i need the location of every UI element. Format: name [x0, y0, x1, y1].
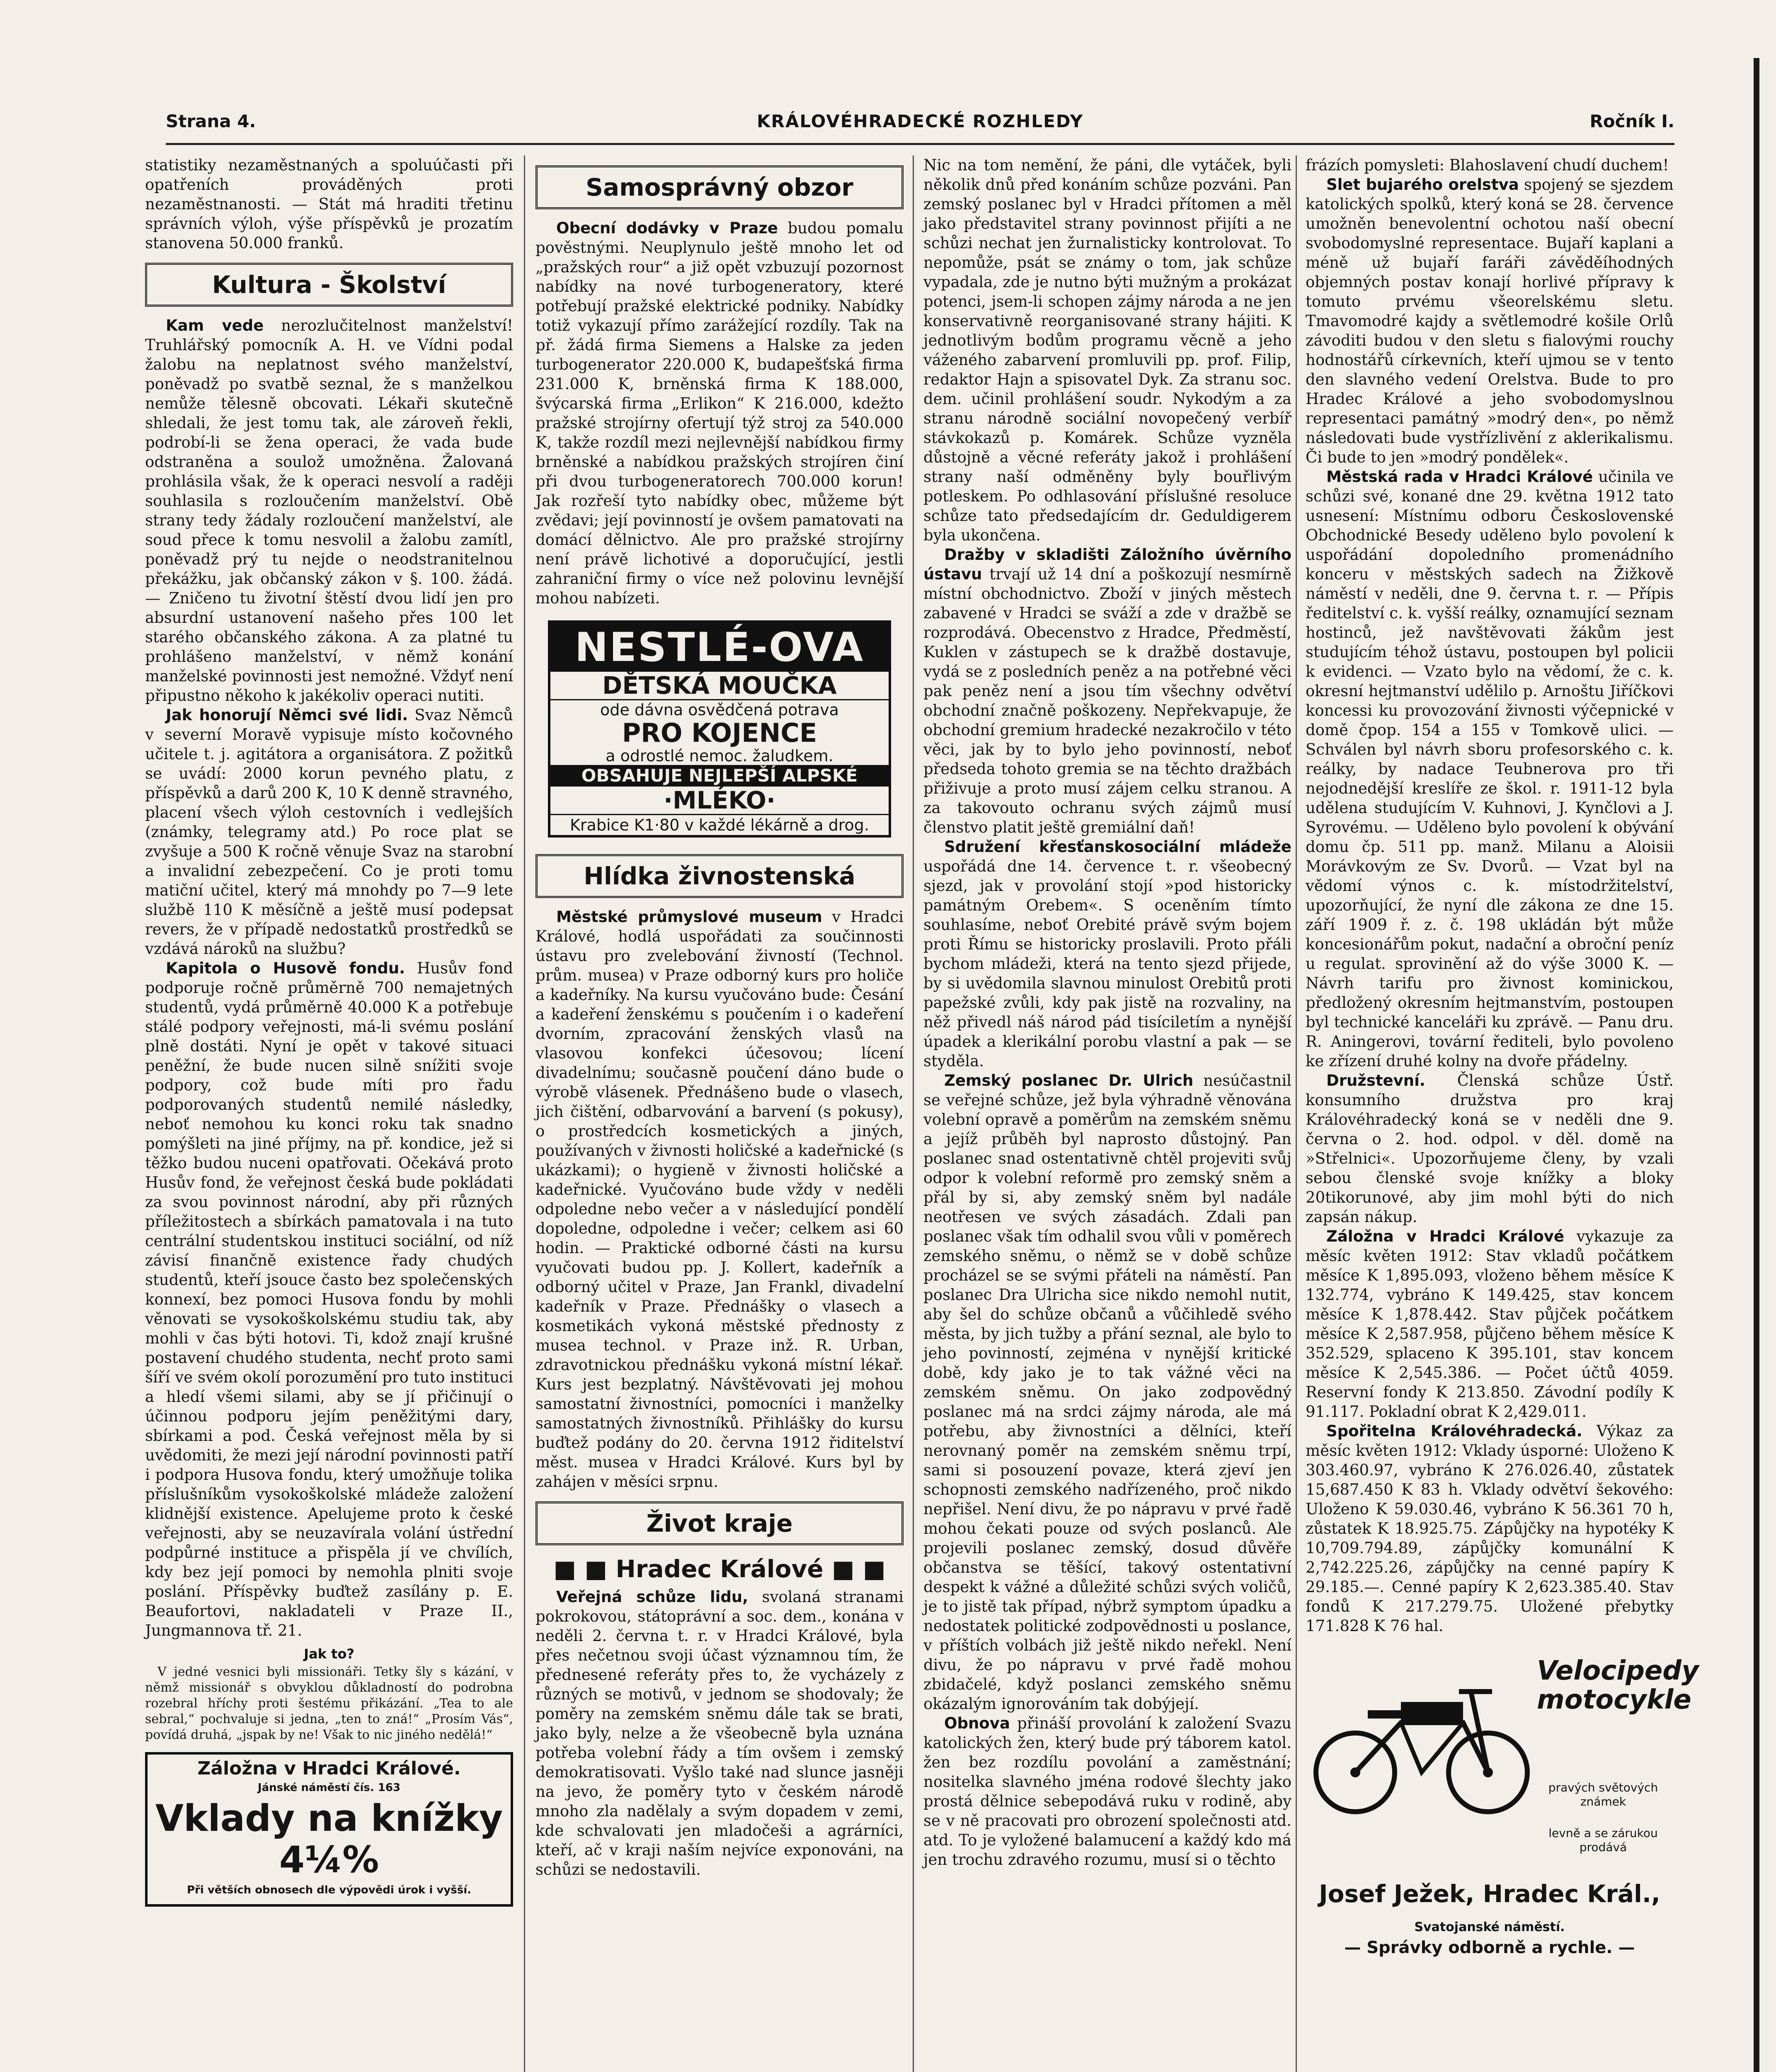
ad-velo-title: Velocipedy motocykle: [1537, 1656, 1699, 1715]
article-zalozna-report: [1306, 1227, 1674, 1421]
article-head: Obnova: [944, 1714, 1010, 1732]
article-head: Kam vede: [166, 317, 264, 334]
ad-nestle-price: Krabice K1·80 v každé lékárně a drog.: [550, 814, 889, 835]
article-head: Městská rada v Hradci Králové: [1326, 468, 1593, 486]
article-body: v Hradci Králové, hodlá uspořádati za součinnosti ústavu pro zvelebování živností (Technol. prům. musea) v Praze odborný kurs pro holiče a kadeřníky. Na kursu vyučováno bude: Česání a kadeření ženskému s poučením i o kadeření dvorním, zpracování ženských vlasů na vlasovou konfekci účesovou; lícení divadelnímu; současně poučení dáno bude o výrobě vlásenek. Přednášeno bude o vlasech, jich čištění, odbarvování a barvení (s pokusy), o prostředcích kosmetických a jiných, používaných v živnosti holičské a kadeřnické (s ukázkami); o hygieně v živnosti holičské a kadeřnické. Vyučováno bude vždy v neděli odpoledne nebo večer a v následující pondělí dopoledne, odpoledne i večer; celkem asi 60 hodin. — Praktické odborné části na kursu vyučovati budou pp. J. Kollert, kadeřník a odborný učitel v Praze, Jan Frankl, divadelní kadeřník v Praze. Přednášky o vlasech a kosmetikách vykoná městské přednosty z musea technol. v Praze inž. R. Urban, zdravotnickou přednášku vykoná místní lékař. Kurs jest bezplatný. Návštěvovati jej mohou samostatní živnostníci, pomocníci i manželky samostatných živnostníků. Přihlášky do kursu buďtež podány do 20. června 1912 řiditelství měst. musea v Hradci Králové. Kurs byl by zahájen v měsíci srpnu.: [535, 908, 904, 1491]
article-body: Svaz Němců v severní Moravě vypisuje místo kočovného učitele t. j. agitátora a organisátora. Z požitků se uvádí: 2000 korun pevného platu, z příspěvků a darů 200 K, 10 K denně stravného, placení všech výloh cestovních i vedlejších (známky, telegramy atd.) Po roce plat se zvyšuje a 500 K ročně věnuje Svaz na starobní a invalidní zebezpečení. Co je proti tomu matiční učitel, který má mnohdy po 7—9 lete službě 110 K měsíčně a ještě musí podepsat revers, že v případě nedostatků prostředků se vzdává nároků na službu?: [145, 706, 513, 958]
ad-nestle-line: ·MLÉKO·: [663, 786, 775, 814]
masthead-title: KRÁLOVÉHRADECKÉ ROZHLEDY: [757, 111, 1083, 131]
ad-nestle-line: a odrostlé nemoc. žaludkem.: [606, 747, 833, 765]
anecdote-text: V jedné vesnici byli missionáři. Tetky šly s kázání, v němž missionář s obvyklou důkladností do podrobna rozebral hříchy proti šestému přikázání. „Tea to ale sebral,“ pochvaluje si jedna, „ten to zná!“ „Prosím Vás“, povídá druhá, „jspak by ne! Však to nic jiného nedělá!“: [145, 1665, 513, 1742]
article-body: vykazuje za měsíc květen 1912: Stav vkladů počátkem měsíce K 1,895.093, vloženo během měsíce K 132.774, vybráno K 149.425, stav koncem měsíce K 1,878.442. Stav půjček počátkem měsíce K 2,587.958, půjčeno během měsíce K 352.529, splaceno K 395.101, stav koncem měsíce K 2,545.386. — Počet účtů 4059. Reservní fondy K 213.850. Závodní podíly K 91.117. Pokladní obrat K 2,429.011.: [1306, 1227, 1674, 1421]
column-divider: [524, 155, 525, 2072]
ad-velo-name: Josef Ježek, Hradec Král.,: [1319, 1880, 1660, 1908]
ad-zalozna: [145, 1752, 513, 1907]
ad-nestle-line: PRO KOJENCE: [622, 718, 817, 748]
article-head: Obecní dodávky v Praze: [556, 219, 778, 237]
article-auctions: [923, 545, 1291, 837]
article-head: Družstevní.: [1326, 1072, 1425, 1089]
column-3: [923, 155, 1291, 2072]
article-body: svolaná stranami pokrokovou, státoprávní a soc. dem., konána v neděli 2. června t. r. v Hradci Králové, byla přes nečetnou svoji účast významnou tím, že přednesené referáty přes to, že vycházely z různých se motivů, v jednom se shodovaly; že poměry na zemském sněmu dále tak se brati, jako byly, nelze a že všeobecně byla uznána potřeba volební řády a tím ovšem i zemský demokratisovati. Vyšlo také nad slunce jasněji na jevo, že poměry tyto v českém národě mnoho zla nadělaly a svým dopadem v zemi, kde schvalovati jen mladočeši a agrárníci, kteří, ač v kraji naším nejvíce exponováni, na schůzi se nedostavili.: [535, 1588, 904, 1878]
page-number: Strana 4.: [166, 111, 256, 131]
section-title-kultura: Kultura - Školství: [145, 263, 513, 307]
article-orel-rally: [1306, 175, 1674, 467]
article-obnova: [923, 1714, 1291, 1869]
article-museum-course: [535, 907, 904, 1491]
ad-velocipedy: [1306, 1652, 1699, 2000]
article-head: Kapitola o Husově fondu.: [166, 959, 405, 977]
ad-nestle-line: OBSAHUJE NEJLEPŠÍ ALPSKÉ: [550, 765, 889, 787]
article-head: Městské průmyslové museum: [556, 908, 822, 926]
article-hus-fund: [145, 959, 513, 1640]
page-header: [166, 111, 1674, 140]
article-head: Jak honorují Němci své lidi.: [166, 706, 408, 724]
article-body: spojený se sjezdem katolických spolků, který koná se 28. července umožněn benevolentní ochotou naší obecní svobodomyslné representace. Bujaří kaplani a méně už bujaří faráři závěděíhodných objemných postav konají horlivé přípravy k tomuto prvému všeorelskému sletu. Tmavomodré kajdy a světlemodré košile Orlů závoditi budou v den sletu s fialovými rouchy hodnostářů církevních, kteří ujmou se v tento den slavného vedení Orelstva. Bude to pro Hradec Králové a jeho svobodomyslnou representaci památný »modrý den«, po němž následovati bude vystřízlivění z aklerikalismu. Či bude to jen »modrý pondělek«.: [1306, 176, 1674, 466]
ad-nestle-product: DĚTSKÁ MOUČKA: [550, 672, 889, 700]
ad-velo-sub: pravých světových známek: [1548, 1781, 1658, 1808]
article-prague-supplies: [535, 218, 904, 608]
article-head: Veřejná schůze lidu,: [556, 1588, 749, 1606]
article-body: Členská schůze Ústř. konsumního družstva pro kraj Královéhradecký koná se v neděli dne 9. června o 2. hod. odpol. v děl. domě na »Střelnici«. Upozorňujeme členy, by vzali sebou členské svoje knížky a bloky 20tikorunové, aby jim mohl býti do nich zapsán nákup.: [1306, 1072, 1674, 1226]
article-cooperative: [1306, 1071, 1674, 1227]
ad-velo-address: Svatojanské náměstí.: [1414, 1920, 1565, 1934]
article-head: Slet bujarého orelstva: [1326, 176, 1519, 194]
header-rule: [166, 143, 1674, 145]
article-body: nesúčastnil se veřejné schůze, jež byla výhradně věnována volební opravě a poměrům na zemském sněmu a jejíž průběh byl naprosto důstojný. Pan poslanec snad ostentativně chtěl projeviti svůj odpor k volební reformě pro zemský sněm a přál by si, aby zemský sněm byl nadále neotřesen ve svých zásadách. Zdali pan poslanec však tím odhalil svou vůli v poměrech zemského sněmu, o němž se v době schůze procházel se se svými přáteli na náměstí. Pan poslanec Dra Ulricha sice nikdo nemohl nutit, aby šel do schůze občanů a vůčihledě svého města, by jich tužby a přání seznal, ale bylo to jeho povinností, zejména v nynější kritické době, kdy jako je to tak vážné věci na zemském sněmu. On jako zodpovědný poslanec má na srdci zájmy národa, ale má potřebu, aby živnostníci a dělníci, kteří nerovnaný poměr na zemském sněmu trpí, sami si posouzení povaze, která zjeví jen schopnosti zemského nadřízeného, proč nikdo nepřišel. Není divu, že po nápravu v prvé řadě mohou čekati pouze od svých poslanců. Ale projevili poslanec zemský, dosud důvěře občanstva se těšící, takový ostentativní despekt k vážné a důležité schůzi svých voličů, je to jistě tak případ, nýbrž symptom úpadku a nedostatek politické zodpovědnosti u poslance, v příštích volbách již ještě nikdo neřekl. Není divu, že po nápravu v prvé řadě mohou zbidačelé, když poslanci zemského sněmu okázalým ignorováním tak dobýjejí.: [923, 1072, 1291, 1713]
article-dr-ulrich: [923, 1071, 1291, 1714]
ad-nestle-brand: NESTLÉ-OVA: [550, 623, 889, 672]
article-body: přináší provolání k založení Svazu katolických žen, který bude prý táborem katol. žen bez rozdílu povolání a zaměstnání; nositelka slavného jména rodové šlechty jako prostá dělnice sebepodává ruku v rodině, aby se v ně pracovati pro obrození společnosti atd. atd. To je vyložené balamucení a každý kdo má jen trochu zdravého rozumu, musí si o těchto: [923, 1714, 1291, 1869]
article-head: Sdružení křesťanskosociální mládeže: [944, 838, 1291, 856]
article-continuation: frázích pomysleti: Blahoslavení chudí duchem!: [1306, 156, 1669, 174]
article-sporitelna-report: [1306, 1421, 1674, 1636]
anecdote: [145, 1646, 513, 1743]
article-city-council: [1306, 467, 1674, 1071]
article-youth-congress: [923, 837, 1291, 1071]
motorcycle-icon: [1306, 1652, 1538, 1818]
article-marriage: [145, 316, 513, 705]
column-1: [145, 155, 513, 2072]
ad-zalozna-address: Jánské náměstí čís. 163: [257, 1782, 401, 1794]
column-2: [535, 155, 904, 2072]
article-continuation: statistiky nezaměstnaných a spoluúčasti při opatřeních prováděných proti nezaměstnanosti. — Stát má hraditi třetinu správních výloh, výše příspěvků je prozatím stanovena 50.000 franků.: [145, 156, 513, 252]
ad-velo-sub2: levně a se zárukou prodává: [1548, 1826, 1658, 1854]
column-divider: [1296, 155, 1297, 2072]
article-german-teachers: [145, 705, 513, 959]
subsection-hradec: ■ ■ Hradec Králové ■ ■: [553, 1555, 886, 1583]
article-body: trvají už 14 dní a poškozují nesmírně místní obchodnictvo. Zboží v jiných městech zabavené v Hradci se sváží a zde v dražbě se rozprodává. Obecenstvo z Hradce, Předměstí, Kuklen v zástupech se k dražbě dostavuje, vydá se z posledních peněz a na potřebné věci pak peněz není a jsou tím všechny odvětví obchodní značně poškozeny. Nepřekvapuje, že obchodní gremium hradecké nezakročilo v této věci, jak by to bylo jeho povinností, neboť předseda tohoto gremia se na těchto dražbách přiživuje a proto musí zájem celku stranou. A za takovouto ochranu svých zájmů musí členstvo platit ještě gremiální daň!: [923, 565, 1291, 836]
article-continuation: Nic na tom nemění, že páni, dle vytáček, byli několik dnů před konáním schůze pozváni. Pan zemský poslanec byl v Hradci přítomen a měl jako představitel strany povinnost přijíti a ne schůzi nechat jen žurnalisticky kontrolovat. To nepomůže, psát se známy o tom, jak schůze vypadala, zde je nutno býti mužným a prokázat potenci, jsem-li schopen zájmy národa a ne jen konservativně reorganisované strany hájiti. K jednotlivým bodům programu věcně a jeho váženého zabarvení promluvili pp. prof. Filip, redaktor Hajn a spisovatel Dyk. Za stranu soc. dem. učinil prohlášení soudr. Nykodým a za stranu národně sociální novopečený verbíř stávkokazů p. Komárek. Schůze vyzněla důstojně a věcné referáty jakož i prohlášení strany naší odměněny byly bouřlivým potleskem. Po odhlasování příslušné resoluce schůze tato předsedajícím dr. Geduldigerem byla ukončena.: [923, 156, 1291, 544]
ad-nestle-line: ode dávna osvědčená potrava: [600, 701, 839, 719]
article-head: Dražby v skladišti Záložního úvěrního ústavu: [923, 546, 1291, 583]
anecdote-title: Jak to?: [304, 1646, 354, 1662]
subsection-hradec-title: Hradec Králové: [615, 1555, 824, 1583]
ad-velo-service: — Správky odborně a rychle. —: [1344, 1938, 1635, 1957]
volume-label: Ročník I.: [1589, 111, 1674, 131]
ad-zalozna-name: Záložna v Hradci Králové.: [197, 1758, 461, 1779]
article-public-meeting: [535, 1587, 904, 1879]
article-head: Záložna v Hradci Králové: [1326, 1227, 1564, 1245]
ad-zalozna-note: Při větších obnosech dle výpovědi úrok i vyšší.: [187, 1884, 472, 1896]
column-4: [1306, 155, 1699, 2072]
column-divider: [913, 155, 914, 2072]
section-title-zivot-kraje: Život kraje: [535, 1501, 904, 1545]
page-edge-bar: [1754, 58, 1759, 2072]
ad-nestle: [548, 620, 891, 838]
section-title-zivnost: Hlídka živnostenská: [535, 854, 904, 898]
article-body: Husův fond podporuje ročně průměrně 700 nemajetných studentů, vydá průměrně 40.000 K a potřebuje stálé podpory veřejnosti, má-li svému poslání plně dostáti. Nyní je opět v takové situaci peněžní, že bude nucen silně snížiti svoje podpory, což bude míti pro řadu podporovaných studentů nemilé následky, neboť nemohou ku konci roku tak snadno pomýšleti na jiné příjmy, na př. kondice, jež si těžko budou nuceni opatřovati. Očekává proto Husův fond, že veřejnost česká bude pokládati za svou povinnost národní, aby při různých příležitostech a sbírkách pamatovala i na tuto centrální studentskou instituci sociální, od níž závisí finančně existence řady chudých studentů, kteří jsouce často bez společenských konnexí, bez pomoci Husova fondu by mohli věnovati se vysokoškolskému studiu tak, aby mohli v čas býti hotovi. Ti, kdož znají krušné postavení chudého studenta, nechť proto sami šíří ve svém okolí porozumění pro tuto instituci a hledí všemi silami, aby se jí přičinují o účinnou podporu jejím peněžitými dary, sbírkami a pod. Česká veřejnost měla by si uvědomiti, že mezi její národní povinnosti patří i podpora Husova fondu, který umožňuje tolika příslušníkům vysokoškolské mládeže založení klidnější existence. Apelujeme proto k české veřejnosti, aby se neuzavírala volání ústřední podpůrné instituce a přispěla jí ve chvílích, kdy bez její pomoci by nemohla plniti svoje poslání. Příspěvky buďtež zasílány p. E. Beaufortovi, nakladateli v Praze II., Jungmannova tř. 21.: [145, 959, 513, 1639]
article-body: budou pomalu pověstnými. Neuplynulo ještě mnoho let od „pražských rour“ a již opět vzbuzují pozornost nabídky na nové turbogeneratory, které potřebují pražské elektrické podniky. Nabídky totiž vykazují přímo zarážející rozdíly. Tak na př. žádá firma Siemens a Halske za jeden turbogenerator 220.000 K, budapešťská firma 231.000 K, brněnská firma K 188.000, švýcarská firma „Erlikon“ K 216.000, kdežto pražské strojírny ofertují týž stroj za 540.000 K, takže rozdíl mezi nejlevnější nabídkou firmy brněnské a nabídkou pražských strojíren činí při dvou turbogeneratorech 700.000 korun! Jak rozřeší tyto nabídky obec, můžeme být zvědavi; její povinností je ovšem pamatovati na domácí dělnictvo. Ale pro pražské strojírny není právě lichotivé a doporučující, jestli zahraniční firmy o více než polovinu levnější mohou nabízeti.: [535, 219, 904, 607]
article-head: Spořitelna Královéhradecká.: [1326, 1422, 1582, 1440]
article-body: nerozlučitelnost manželství! Truhlářský pomocník A. H. ve Vídni podal žalobu na neplatnost svého manželství, poněvadž po svatbě seznal, že s manželkou nemůže tělesně obcovati. Lékaři skutečně shledali, že jest tomu tak, ale zároveň řekli, podrobí-li se žena operaci, že vada bude odstraněna a soulož umožněna. Žalovaná prohlásila však, že k operaci nesvolí a raději souhlasila s rozloučením manželství. Obě strany tedy žádaly rozloučení manželství, ale soud přece k tomu nesvolil a žalobu zamítl, poněvadž prý tu nejde o neodstranitelnou překážku, jak občanský zákon v §. 100. žádá. — Zničeno tu životní štěstí dvou lidí jen pro absurdní ustanovení našeho přes 100 let starého občanského zákona. A za platné tu prohlášeno manželství, v němž konání manželské povinnosti jest nemožné. Vždyť není připustno někoho k jakékoliv operaci nutiti.: [145, 317, 513, 704]
article-body: Výkaz za měsíc květen 1912: Vklady úsporné: Uloženo K 303.460.97, vybráno K 276.026.40, zůstatek 15,687.450 K 83 h. Vklady odvětví šekového: Uloženo K 59.030.46, vybráno K 56.361 70 h, zůstatek K 18.925.75. Zápůjčky na hypotéky K 10,709.794.89, zápůjčky komunální K 2,742.225.26, zápůjčky na cenné papíry K 29.185.—. Cenné papíry K 2,623.385.40. Stav fondů K 217.279.75. Uložené přebytky 171.828 K 76 hal.: [1306, 1422, 1674, 1635]
article-head: Zemský poslanec Dr. Ulrich: [944, 1072, 1194, 1089]
article-body: učinila ve schůzi své, konané dne 29. května 1912 tato usnesení: Místnímu odboru Československé Obchodnické Besedy uděleno bylo povolení k uspořádání dopoledního promenádního konceru v městských sadech na Žižkově náměstí v neděli, dne 9. června t. r. — Přípis ředitelství c. k. vyšší reálky, oznamující seznam hostinců, jež navštěvovati žákům jest studujícím téhož ústavu, postoupen byl policii k evidenci. — Vzato bylo na vědomí, že c. k. okresní hejtmanství udělilo p. Arnoštu Jiříčkovi koncessi ku provozování živnosti výčepnické v domě čpop. 154 a 155 v Tomkově ulici. — Schválen byl návrh sboru profesorského c. k. reálky, by nadace Teubnerova pro tři nejodnedější kreslíře ze škol. r. 1911-12 byla udělena studujícím V. Kuhnovi, J. Kynčlovi a J. Syrovému. — Uděleno bylo povolení k obývání domu čp. 511 pp. manž. Milanu a Aloisii Morávkovým ze Sv. Dvorů. — Vzat byl na vědomí výnos c. k. místodržitelství, upozorňující, že nyní dle zákona ze dne 15. září 1909 ř. z. č. 198 ukládán být může koncesionářům pokut, nadační a obroční peníz u regulat. sprovinění až do výše 3000 K. — Návrh tarifu pro živnost kominickou, předložený okresním hejtmanstvím, postoupen byl technické kanceláři ku zprávě. — Panu dru. R. Aningerovi, tovární řediteli, bylo povoleno ke zřízení druhé kolny na dvoře přádelny.: [1306, 468, 1674, 1070]
article-body: uspořádá dne 14. července t. r. všeobecný sjezd, jak v provolání stojí »pod historicky památným Orebem«. S oceněním tímto souhlasíme, neboť Orebité právě svým bojem proti Římu se historicky proslavili. Proto přáli bychom mládeži, která na tento sjezd přijede, by si uvědomila slavnou minulost Orebitů proti papežské zvůli, kdy pak jistě na rozvaliny, na něž přivedl náš národ pád tisíciletím a nynější úpadek a klerikální porobu vlastní a pak — se styděla.: [923, 857, 1291, 1070]
section-title-samosprava: Samosprávný obzor: [535, 165, 904, 209]
ad-zalozna-slogan: Vklady na knížky 4¼%: [155, 1797, 503, 1881]
